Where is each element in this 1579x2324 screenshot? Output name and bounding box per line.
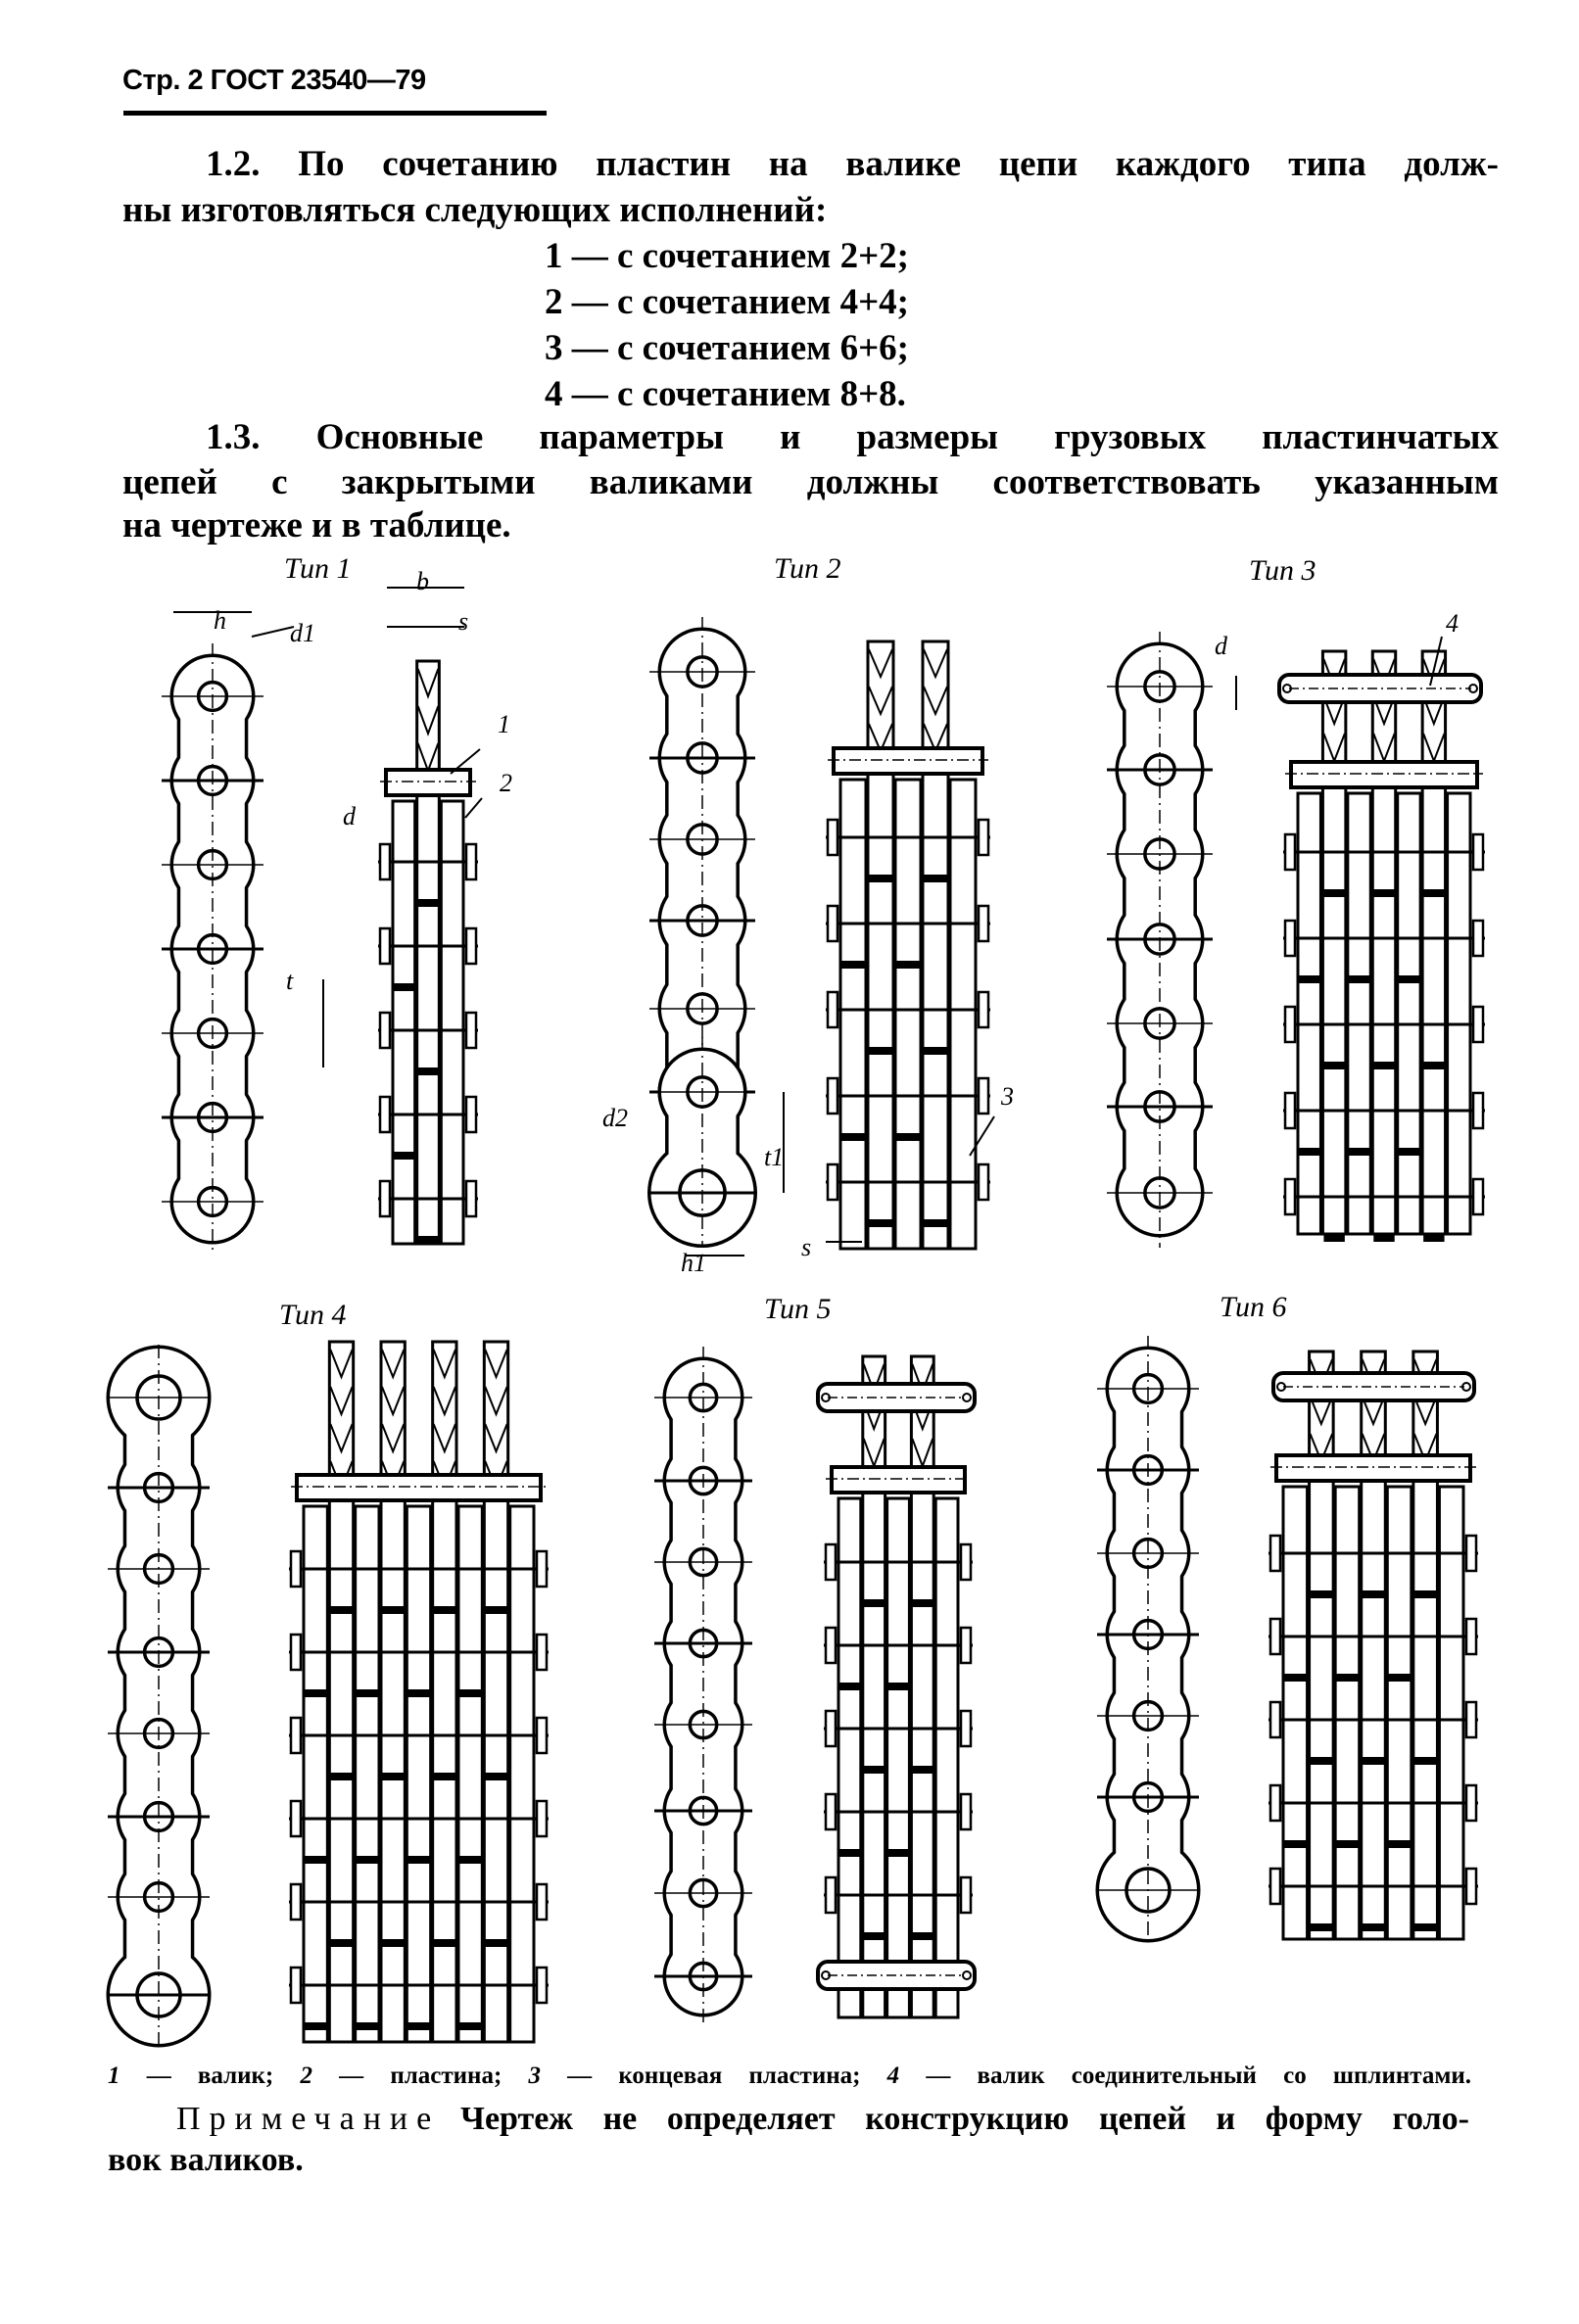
pin-head — [1466, 1619, 1476, 1654]
section-hatch — [485, 1350, 506, 1377]
plate — [1348, 793, 1370, 1234]
plate-joint — [305, 2022, 326, 2030]
plate-joint — [1336, 1840, 1359, 1848]
plate-joint — [864, 1932, 885, 1940]
section-hatch — [382, 1424, 404, 1451]
pin-head — [979, 906, 988, 941]
plate-joint — [418, 899, 439, 907]
plate-joint — [1373, 1234, 1394, 1242]
plate — [433, 1342, 456, 2042]
plate-joint — [357, 1856, 378, 1864]
pin-head — [1285, 834, 1295, 870]
pin-head — [380, 844, 390, 879]
plate-joint — [869, 1047, 892, 1055]
type2-end-link — [649, 1037, 755, 1248]
legend-text-2: — пластина; — [339, 2063, 502, 2089]
section-hatch — [330, 1424, 352, 1451]
section-hatch — [924, 649, 947, 677]
section-hatch — [1373, 734, 1394, 761]
plate-joint — [394, 1152, 414, 1160]
pin-head — [1466, 1702, 1476, 1737]
pin-head — [826, 1544, 836, 1580]
pin-head — [1285, 1093, 1295, 1128]
section-hatch — [485, 1424, 506, 1451]
pin-head — [291, 1884, 301, 1920]
plate-joint — [1423, 889, 1444, 897]
plate-joint — [896, 961, 920, 969]
plate-joint — [888, 1849, 909, 1857]
pin-head — [961, 1628, 971, 1663]
plate-joint — [407, 1689, 429, 1697]
type3-side-view — [1107, 632, 1213, 1248]
section-1-3-line-3: на чертеже и в таблице. — [122, 505, 511, 545]
plate-joint — [1299, 1148, 1319, 1156]
pin-head — [1270, 1702, 1280, 1737]
plate-joint — [869, 1219, 892, 1227]
plate-joint — [1323, 1234, 1344, 1242]
note-label: Примечание — [176, 2101, 441, 2137]
section-hatch — [418, 669, 439, 696]
section-1-3-line-1: 1.3. Основные параметры и размеры грузовых пластинчатых — [206, 417, 1499, 457]
pin-head — [380, 1181, 390, 1216]
section-hatch — [485, 1387, 506, 1414]
plate-joint — [841, 961, 865, 969]
plate — [441, 801, 463, 1244]
pin-head — [828, 1164, 837, 1200]
plate — [887, 1498, 910, 2017]
section-hatch — [1323, 734, 1344, 761]
pin-head — [961, 1544, 971, 1580]
section-hatch — [418, 743, 439, 771]
plate — [407, 1506, 430, 2042]
pin-head — [979, 820, 988, 855]
note-line-1: Чертеж не определяет конструкцию цепей и форму голо- — [460, 2101, 1469, 2137]
plate-joint — [305, 1856, 326, 1864]
section-hatch — [382, 1350, 404, 1377]
plate — [895, 780, 921, 1249]
pin-head — [979, 1164, 988, 1200]
pin-head — [826, 1711, 836, 1746]
variant-item-1: 1 — с сочетанием 2+2; — [545, 236, 909, 276]
plate-joint — [1399, 1148, 1419, 1156]
plate-joint — [1399, 975, 1419, 983]
plate-joint — [924, 1047, 947, 1055]
note-line-2: вок валиков. — [108, 2142, 304, 2178]
plate-joint — [912, 1766, 933, 1774]
plate — [1398, 793, 1420, 1234]
plate — [935, 1498, 958, 2017]
callout-4: 4 — [1446, 609, 1459, 638]
dim-d: d — [343, 802, 356, 830]
plate-joint — [1363, 1590, 1385, 1598]
plate-joint — [1311, 1590, 1333, 1598]
plate-joint — [841, 1133, 865, 1141]
pin-roller — [1276, 1455, 1470, 1481]
callout-2: 2 — [500, 769, 512, 797]
variant-item-2: 2 — с сочетанием 4+4; — [545, 282, 909, 322]
type5-side-view — [654, 1347, 752, 2027]
legend-text-4: — валик соединительный со шплинтами. — [926, 2063, 1472, 2089]
type4-front-view — [289, 1342, 549, 2042]
pin-head — [1285, 921, 1295, 956]
plate-joint — [485, 1773, 506, 1780]
plate-joint — [434, 1773, 455, 1780]
plate-joint — [1388, 1674, 1411, 1682]
dimension-lines — [173, 588, 1442, 1256]
pin-head — [1270, 1536, 1280, 1571]
type-label-4: Тип 4 — [279, 1299, 347, 1331]
plate-joint — [434, 1939, 455, 1947]
plate — [393, 801, 415, 1244]
section-hatch — [434, 1350, 455, 1377]
pin-head — [537, 1884, 547, 1920]
dim-b: b — [416, 567, 429, 595]
type1-side-view — [162, 643, 263, 1255]
plate-joint — [896, 1133, 920, 1141]
type6-side-view — [1097, 1336, 1199, 1943]
pin-head — [291, 1801, 301, 1836]
pin-head — [826, 1877, 836, 1913]
dim-s: s — [458, 607, 469, 636]
section-hatch — [924, 687, 947, 714]
plate-joint — [407, 2022, 429, 2030]
plate — [458, 1506, 482, 2042]
callout-1: 1 — [498, 710, 510, 738]
pin-head — [1466, 1785, 1476, 1821]
plate-joint — [459, 1856, 481, 1864]
plate-joint — [1349, 1148, 1369, 1156]
pin-head — [1473, 921, 1483, 956]
plate-joint — [1323, 1062, 1344, 1069]
plate-joint — [1349, 975, 1369, 983]
callout-3: 3 — [1001, 1082, 1014, 1111]
plate — [1448, 793, 1470, 1234]
pin-head — [537, 1718, 547, 1753]
plate — [329, 1342, 353, 2042]
type-label-1: Тип 1 — [284, 552, 352, 585]
plate-joint — [305, 1689, 326, 1697]
plate-joint — [382, 1939, 404, 1947]
leader-line — [465, 798, 482, 818]
pin-head — [826, 1794, 836, 1829]
pin-head — [1270, 1869, 1280, 1904]
pin-roller — [832, 1467, 965, 1493]
plate — [1298, 793, 1320, 1234]
plate-joint — [869, 875, 892, 882]
plate-joint — [330, 1606, 352, 1614]
pin-roller — [834, 748, 982, 774]
pin-head — [1285, 1007, 1295, 1042]
pin-head — [291, 1635, 301, 1670]
plate-joint — [1414, 1757, 1437, 1765]
type2-front-view — [826, 641, 990, 1249]
plate-joint — [1323, 889, 1344, 897]
plate-joint — [1388, 1840, 1411, 1848]
pin-head — [961, 1877, 971, 1913]
pin-head — [466, 1097, 476, 1132]
dim-d-type3: d — [1215, 632, 1227, 660]
pin-head — [466, 844, 476, 879]
section-hatch — [434, 1387, 455, 1414]
legend-num-1: 1 — [108, 2063, 120, 2089]
plate-joint — [1423, 1062, 1444, 1069]
type5-front-view — [818, 1356, 975, 2017]
plate-joint — [485, 1939, 506, 1947]
plate-joint — [864, 1599, 885, 1607]
type-label-3: Тип 3 — [1249, 554, 1316, 587]
type-label-6: Тип 6 — [1220, 1291, 1287, 1323]
section-hatch — [912, 1439, 933, 1466]
plate — [911, 1356, 933, 2017]
legend-num-4: 4 — [886, 2063, 900, 2089]
plate-joint — [459, 2022, 481, 2030]
plate-joint — [1284, 1674, 1307, 1682]
section-hatch — [864, 1439, 885, 1466]
plate-joint — [382, 1773, 404, 1780]
pin-head — [380, 1097, 390, 1132]
pin-head — [1473, 834, 1483, 870]
dim-h1: h1 — [681, 1249, 706, 1277]
legend-num-3: 3 — [528, 2063, 541, 2089]
plate-joint — [1414, 1590, 1437, 1598]
page-header: Стр. 2 ГОСТ 23540—79 — [122, 65, 426, 96]
section-hatch — [869, 649, 892, 677]
pin-roller — [1291, 762, 1477, 787]
pin-head — [537, 1801, 547, 1836]
plate — [304, 1506, 327, 2042]
type3-front-view — [1279, 651, 1485, 1242]
pin-head — [1473, 1093, 1483, 1128]
plate-joint — [330, 1939, 352, 1947]
plate-joint — [485, 1606, 506, 1614]
dim-s-type2: s — [801, 1233, 812, 1261]
plate-joint — [434, 1606, 455, 1614]
plate-joint — [1311, 1757, 1333, 1765]
figure-legend — [108, 2061, 1471, 2092]
plate-joint — [912, 1599, 933, 1607]
plate-joint — [1423, 1234, 1444, 1242]
dim-t1: t1 — [764, 1143, 785, 1171]
pin-head — [537, 1968, 547, 2003]
type6-front-view — [1268, 1352, 1478, 1939]
pin-head — [826, 1628, 836, 1663]
pin-head — [1466, 1536, 1476, 1571]
pin-head — [466, 928, 476, 964]
type4-side-view — [108, 1345, 210, 2048]
plate — [484, 1342, 507, 2042]
section-hatch — [418, 706, 439, 734]
pin-head — [1270, 1619, 1280, 1654]
pin-head — [979, 992, 988, 1027]
leader-line — [970, 1116, 994, 1156]
variant-item-3: 3 — с сочетанием 6+6; — [545, 328, 909, 368]
pin-head — [979, 1078, 988, 1114]
pin-head — [537, 1635, 547, 1670]
pin-head — [828, 992, 837, 1027]
section-hatch — [869, 687, 892, 714]
legend-num-2: 2 — [300, 2063, 312, 2089]
plate — [356, 1506, 379, 2042]
pin-head — [1473, 1007, 1483, 1042]
plate — [510, 1506, 534, 2042]
pin-head — [828, 1078, 837, 1114]
section-1-2-line-2: ны изготовляться следующих исполнений: — [122, 190, 828, 230]
variant-item-4: 4 — с сочетанием 8+8. — [545, 374, 906, 414]
plate — [838, 1498, 861, 2017]
plate-joint — [888, 1683, 909, 1690]
legend-text-3: — концевая пластина; — [567, 2063, 861, 2089]
type-label-5: Тип 5 — [764, 1293, 832, 1325]
pin-head — [828, 906, 837, 941]
leader-line — [252, 627, 294, 637]
plate-joint — [459, 1689, 481, 1697]
pin-head — [466, 1013, 476, 1048]
pin-head — [961, 1711, 971, 1746]
plate-joint — [1299, 975, 1319, 983]
pin-head — [291, 1718, 301, 1753]
plate-joint — [1373, 889, 1394, 897]
plate-joint — [924, 1219, 947, 1227]
section-hatch — [330, 1350, 352, 1377]
section-hatch — [434, 1424, 455, 1451]
type-label-2: Тип 2 — [774, 552, 841, 585]
pin-head — [380, 928, 390, 964]
plate-joint — [864, 1766, 885, 1774]
dim-d1: d1 — [290, 619, 315, 647]
pin-head — [291, 1551, 301, 1587]
plate-joint — [1363, 1757, 1385, 1765]
plate — [381, 1342, 405, 2042]
plate-joint — [418, 1067, 439, 1075]
plate-joint — [407, 1856, 429, 1864]
section-1-2-line-1: 1.2. По сочетанию пластин на валике цепи каждого типа долж- — [206, 144, 1499, 184]
plate-joint — [1311, 1923, 1333, 1931]
plate — [840, 780, 866, 1249]
section-hatch — [1423, 734, 1444, 761]
section-1-3-line-2: цепей с закрытыми валиками должны соответствовать указанным — [122, 462, 1499, 502]
pin-roller — [297, 1475, 541, 1500]
pin-head — [828, 820, 837, 855]
type1-front-view — [378, 661, 478, 1244]
pin-roller — [386, 770, 470, 795]
pin-head — [961, 1794, 971, 1829]
pin-head — [291, 1968, 301, 2003]
plate-joint — [839, 1683, 860, 1690]
pin-head — [380, 1013, 390, 1048]
plate-joint — [357, 1689, 378, 1697]
plate-joint — [1363, 1923, 1385, 1931]
pin-head — [466, 1181, 476, 1216]
plate-joint — [1336, 1674, 1359, 1682]
pin-head — [1473, 1179, 1483, 1214]
plate-joint — [382, 1606, 404, 1614]
plate-joint — [1284, 1840, 1307, 1848]
plate-joint — [330, 1773, 352, 1780]
plate — [950, 780, 976, 1249]
dim-t: t — [286, 967, 294, 995]
plate-joint — [394, 983, 414, 991]
plate-joint — [912, 1932, 933, 1940]
section-hatch — [330, 1387, 352, 1414]
dim-d2: d2 — [602, 1104, 628, 1132]
plate-joint — [357, 2022, 378, 2030]
section-hatch — [382, 1387, 404, 1414]
plate-joint — [924, 875, 947, 882]
plate-joint — [1373, 1062, 1394, 1069]
plate-joint — [418, 1236, 439, 1244]
plate-joint — [1414, 1923, 1437, 1931]
plate-joint — [839, 1849, 860, 1857]
plate — [863, 1356, 885, 2017]
pin-head — [1270, 1785, 1280, 1821]
pin-head — [537, 1551, 547, 1587]
legend-text-1: — валик; — [146, 2063, 274, 2089]
dim-h: h — [214, 606, 226, 635]
pin-head — [1466, 1869, 1476, 1904]
pin-head — [1285, 1179, 1295, 1214]
